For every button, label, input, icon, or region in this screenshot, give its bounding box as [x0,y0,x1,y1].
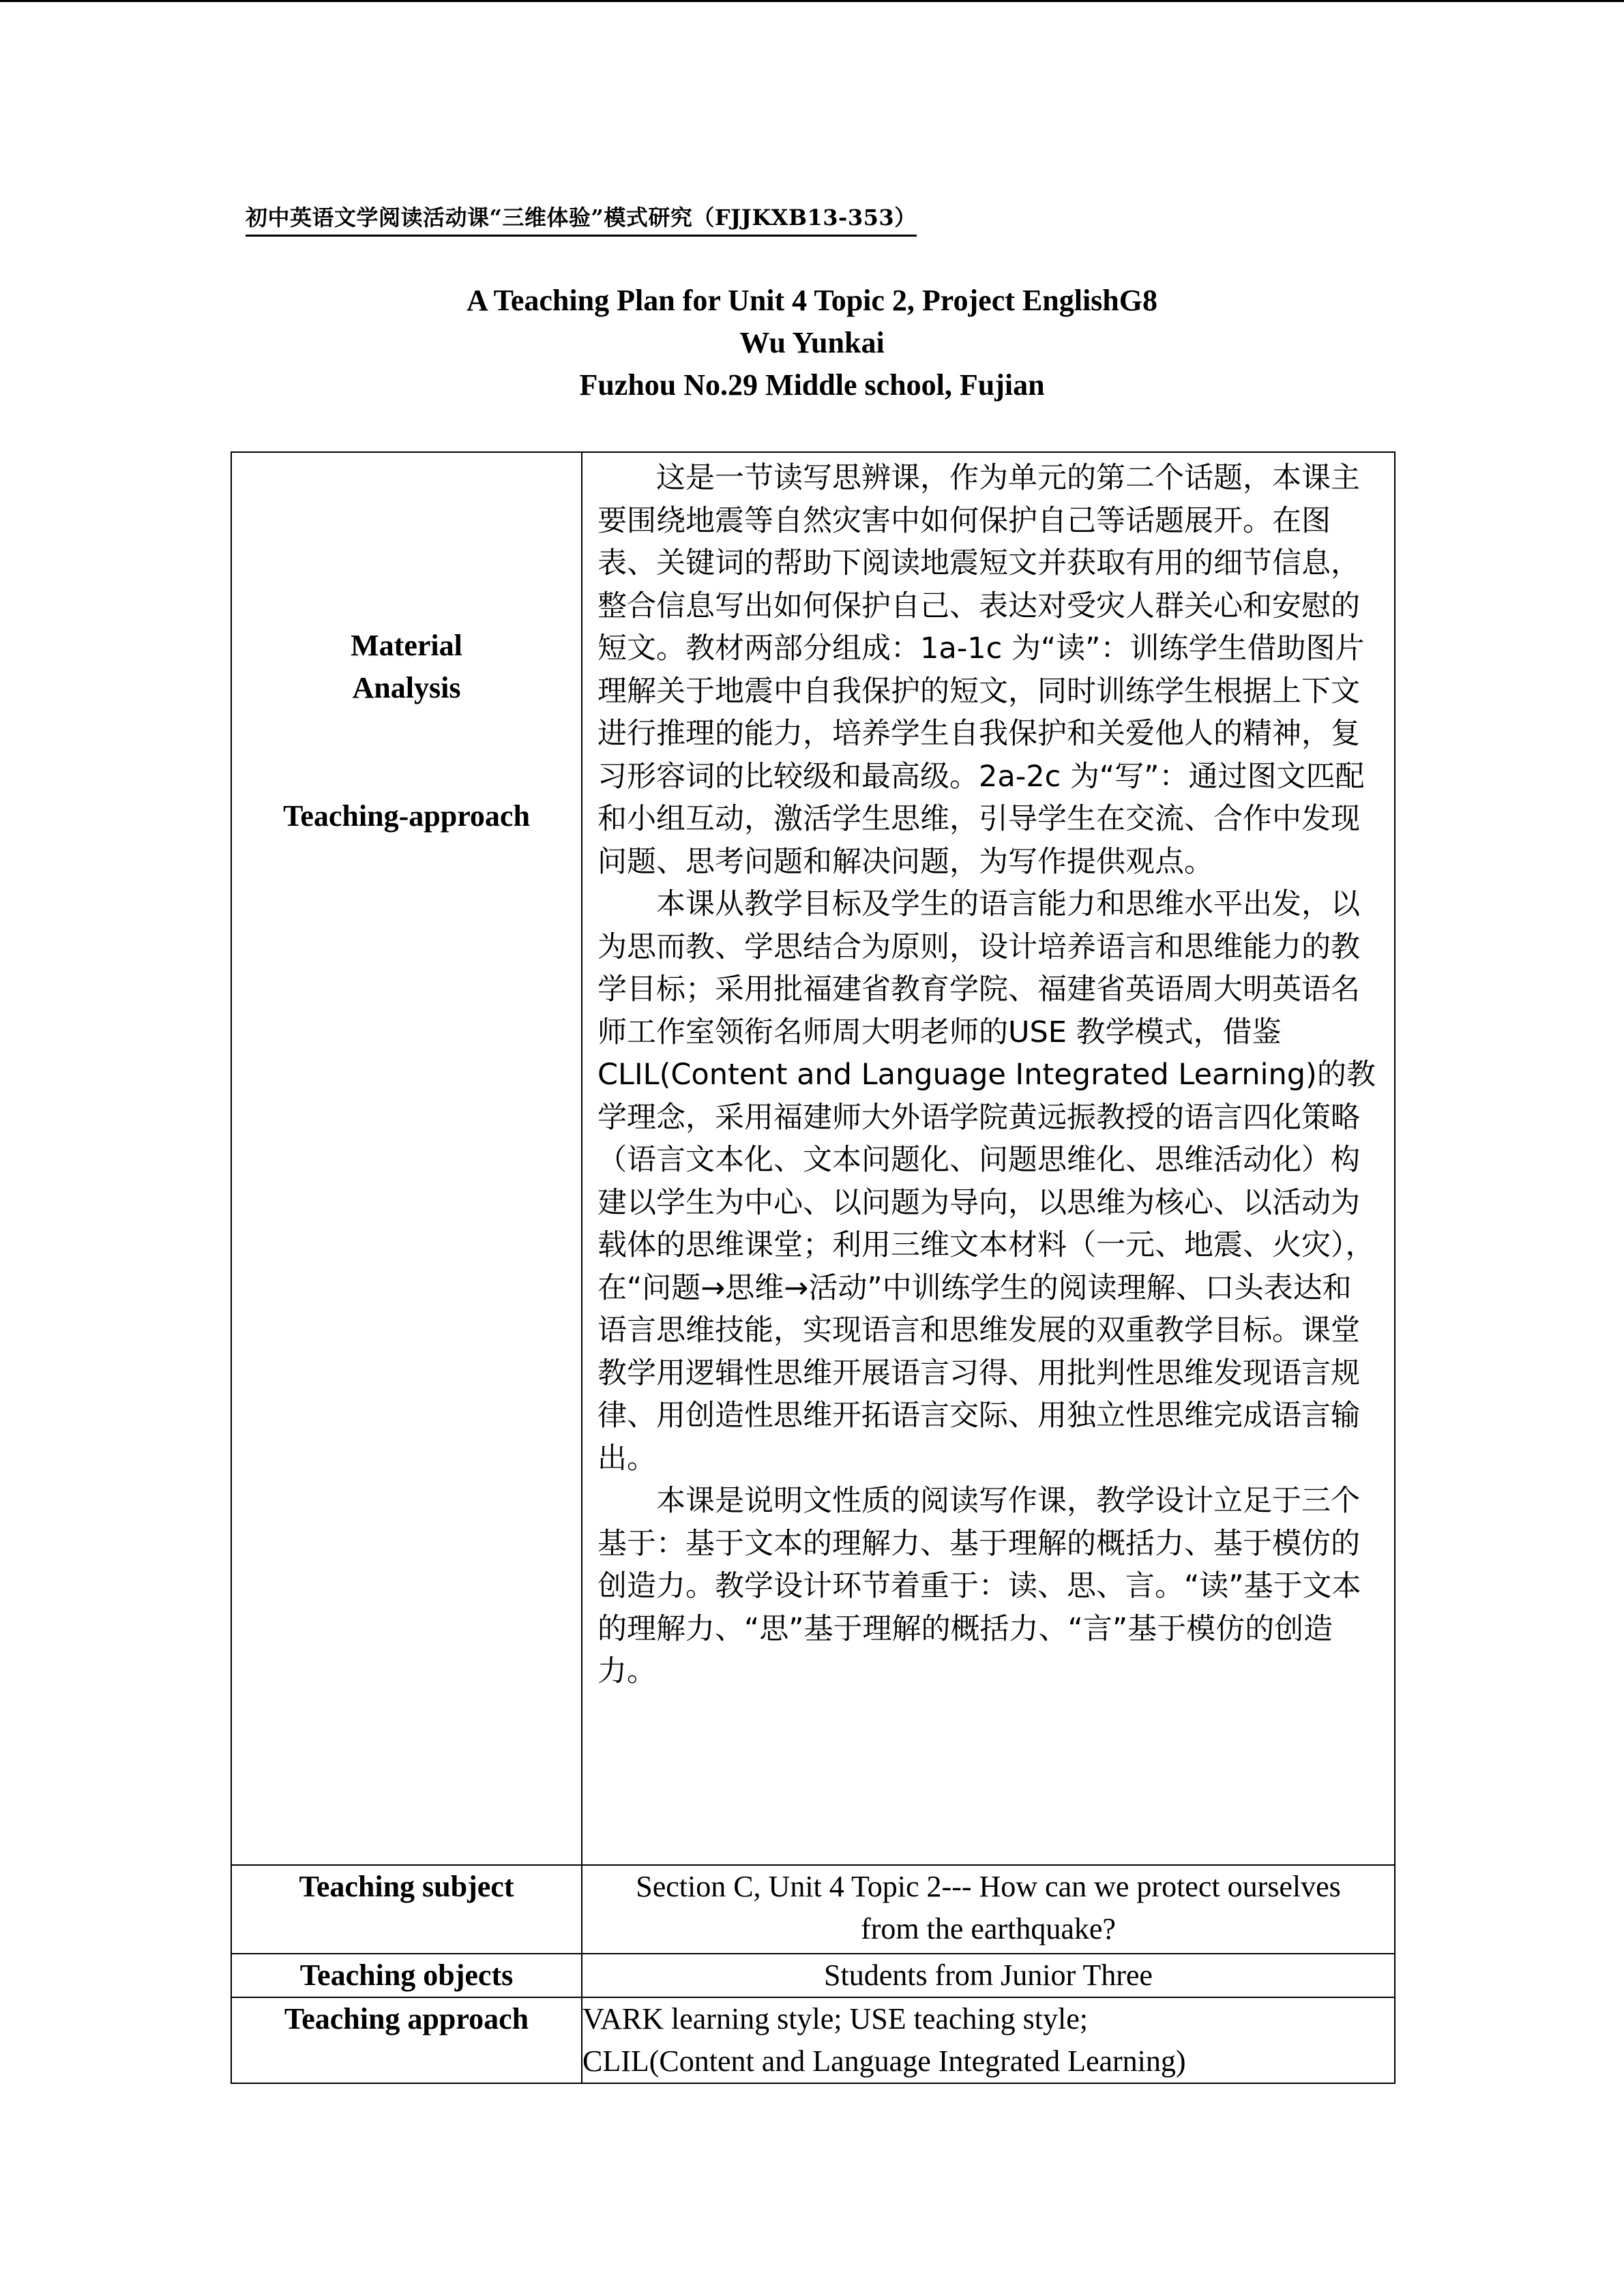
author-school: Fuzhou No.29 Middle school, Fujian [579,368,1045,402]
teaching-approach-line-2: CLIL(Content and Language Integrated Learning) [582,2044,1186,2078]
analysis-paragraph-3: 本课是说明文性质的阅读写作课，教学设计立足于三个基于：基于文本的理解力、基于理解的概括力、基于模仿的创造力。教学设计环节着重于：读、思、言。“读”基于文本的理解力、“思”基于理解的概括力、“言”基于模仿的创造力。 [597,1484,1361,1688]
author-name: Wu Yunkai [739,326,885,359]
teaching-approach-row-label: Teaching approach [231,1997,582,2083]
analysis-paragraph-1: 这是一节读写思辨课，作为单元的第二个话题，本课主要围绕地震等自然灾害中如何保护自己等话题展开。在图表、关键词的帮助下阅读地震短文并获取有用的细节信息，整合信息写出如何保护自己、表达对受灾人群关心和安慰的短文。教材两部分组成：1a-1c 为“读”：训练学生借助图片理解关于地震中自我保护的短文，同时训练学生根据上下文进行推理的能力，培养学生自我保护和关爱他人的精神，复习形容词的比较级和最高级。2a-2c 为“写”：通过图文匹配和小组互动，激活学生思维，引导学生在交流、合作中发现问题、思考问题和解决问题，为写作提供观点。 [597,461,1365,879]
teaching-subject-line-1: Section C, Unit 4 Topic 2--- How can we protect ourselves [636,1870,1341,1903]
top-border-line [0,0,1624,2]
teaching-subject-value [582,1865,1395,1954]
teaching-objects-row [231,1954,1395,1997]
analysis-paragraph-2: 本课从教学目标及学生的语言能力和思维水平出发，以为思而教、学思结合为原则，设计培养语言和思维能力的教学目标；采用批福建省教育学院、福建省英语周大明英语名师工作室领衔名师周大明老师的USE 教学模式，借鉴 CLIL(Content and Language Integrated Learning)的教学理念，采用福建师大外语学院黄远振教授的语言四化策略（语言文本化、文本问题化、问题思维化、思维活动化）构建以学生为中心、以问题为导向，以思维为核心、以活动为载体的思维课堂；利用三维文本材料（一元、地震、火灾），在“问题→思维→活动”中训练学生的阅读理解、口头表达和语言思维技能，实现语言和思维发展的双重教学目标。课堂教学用逻辑性思维开展语言习得、用批判性思维发现语言规律、用创造性思维开拓语言交际、用独立性思维完成语言输出。 [597,887,1376,1476]
teaching-approach-line-1: VARK learning style; USE teaching style; [582,2002,1088,2036]
teaching-plan-table [231,451,1396,2084]
teaching-objects-label: Teaching objects [231,1954,582,1997]
material-analysis-label-cell [231,452,582,1865]
material-analysis-label [232,625,581,709]
analysis-label: Analysis [352,671,461,704]
teaching-subject-label: Teaching subject [231,1865,582,1954]
teaching-subject-line-2: from the earthquake? [861,1912,1116,1945]
title-block [0,280,1624,406]
teaching-approach-row [231,1997,1395,2083]
teaching-approach-label: Teaching-approach [283,799,530,833]
teaching-approach-value [582,1997,1395,2083]
material-analysis-content-cell [582,452,1395,1865]
research-project-header: 初中英语文学阅读活动课“三维体验”模式研究（FJJKXB13-353） [246,200,917,237]
document-title: A Teaching Plan for Unit 4 Topic 2, Project EnglishG8 [467,284,1157,317]
teaching-objects-value: Students from Junior Three [582,1954,1395,1997]
material-analysis-row [231,452,1395,1865]
teaching-subject-row [231,1865,1395,1954]
material-label: Material [351,629,462,662]
